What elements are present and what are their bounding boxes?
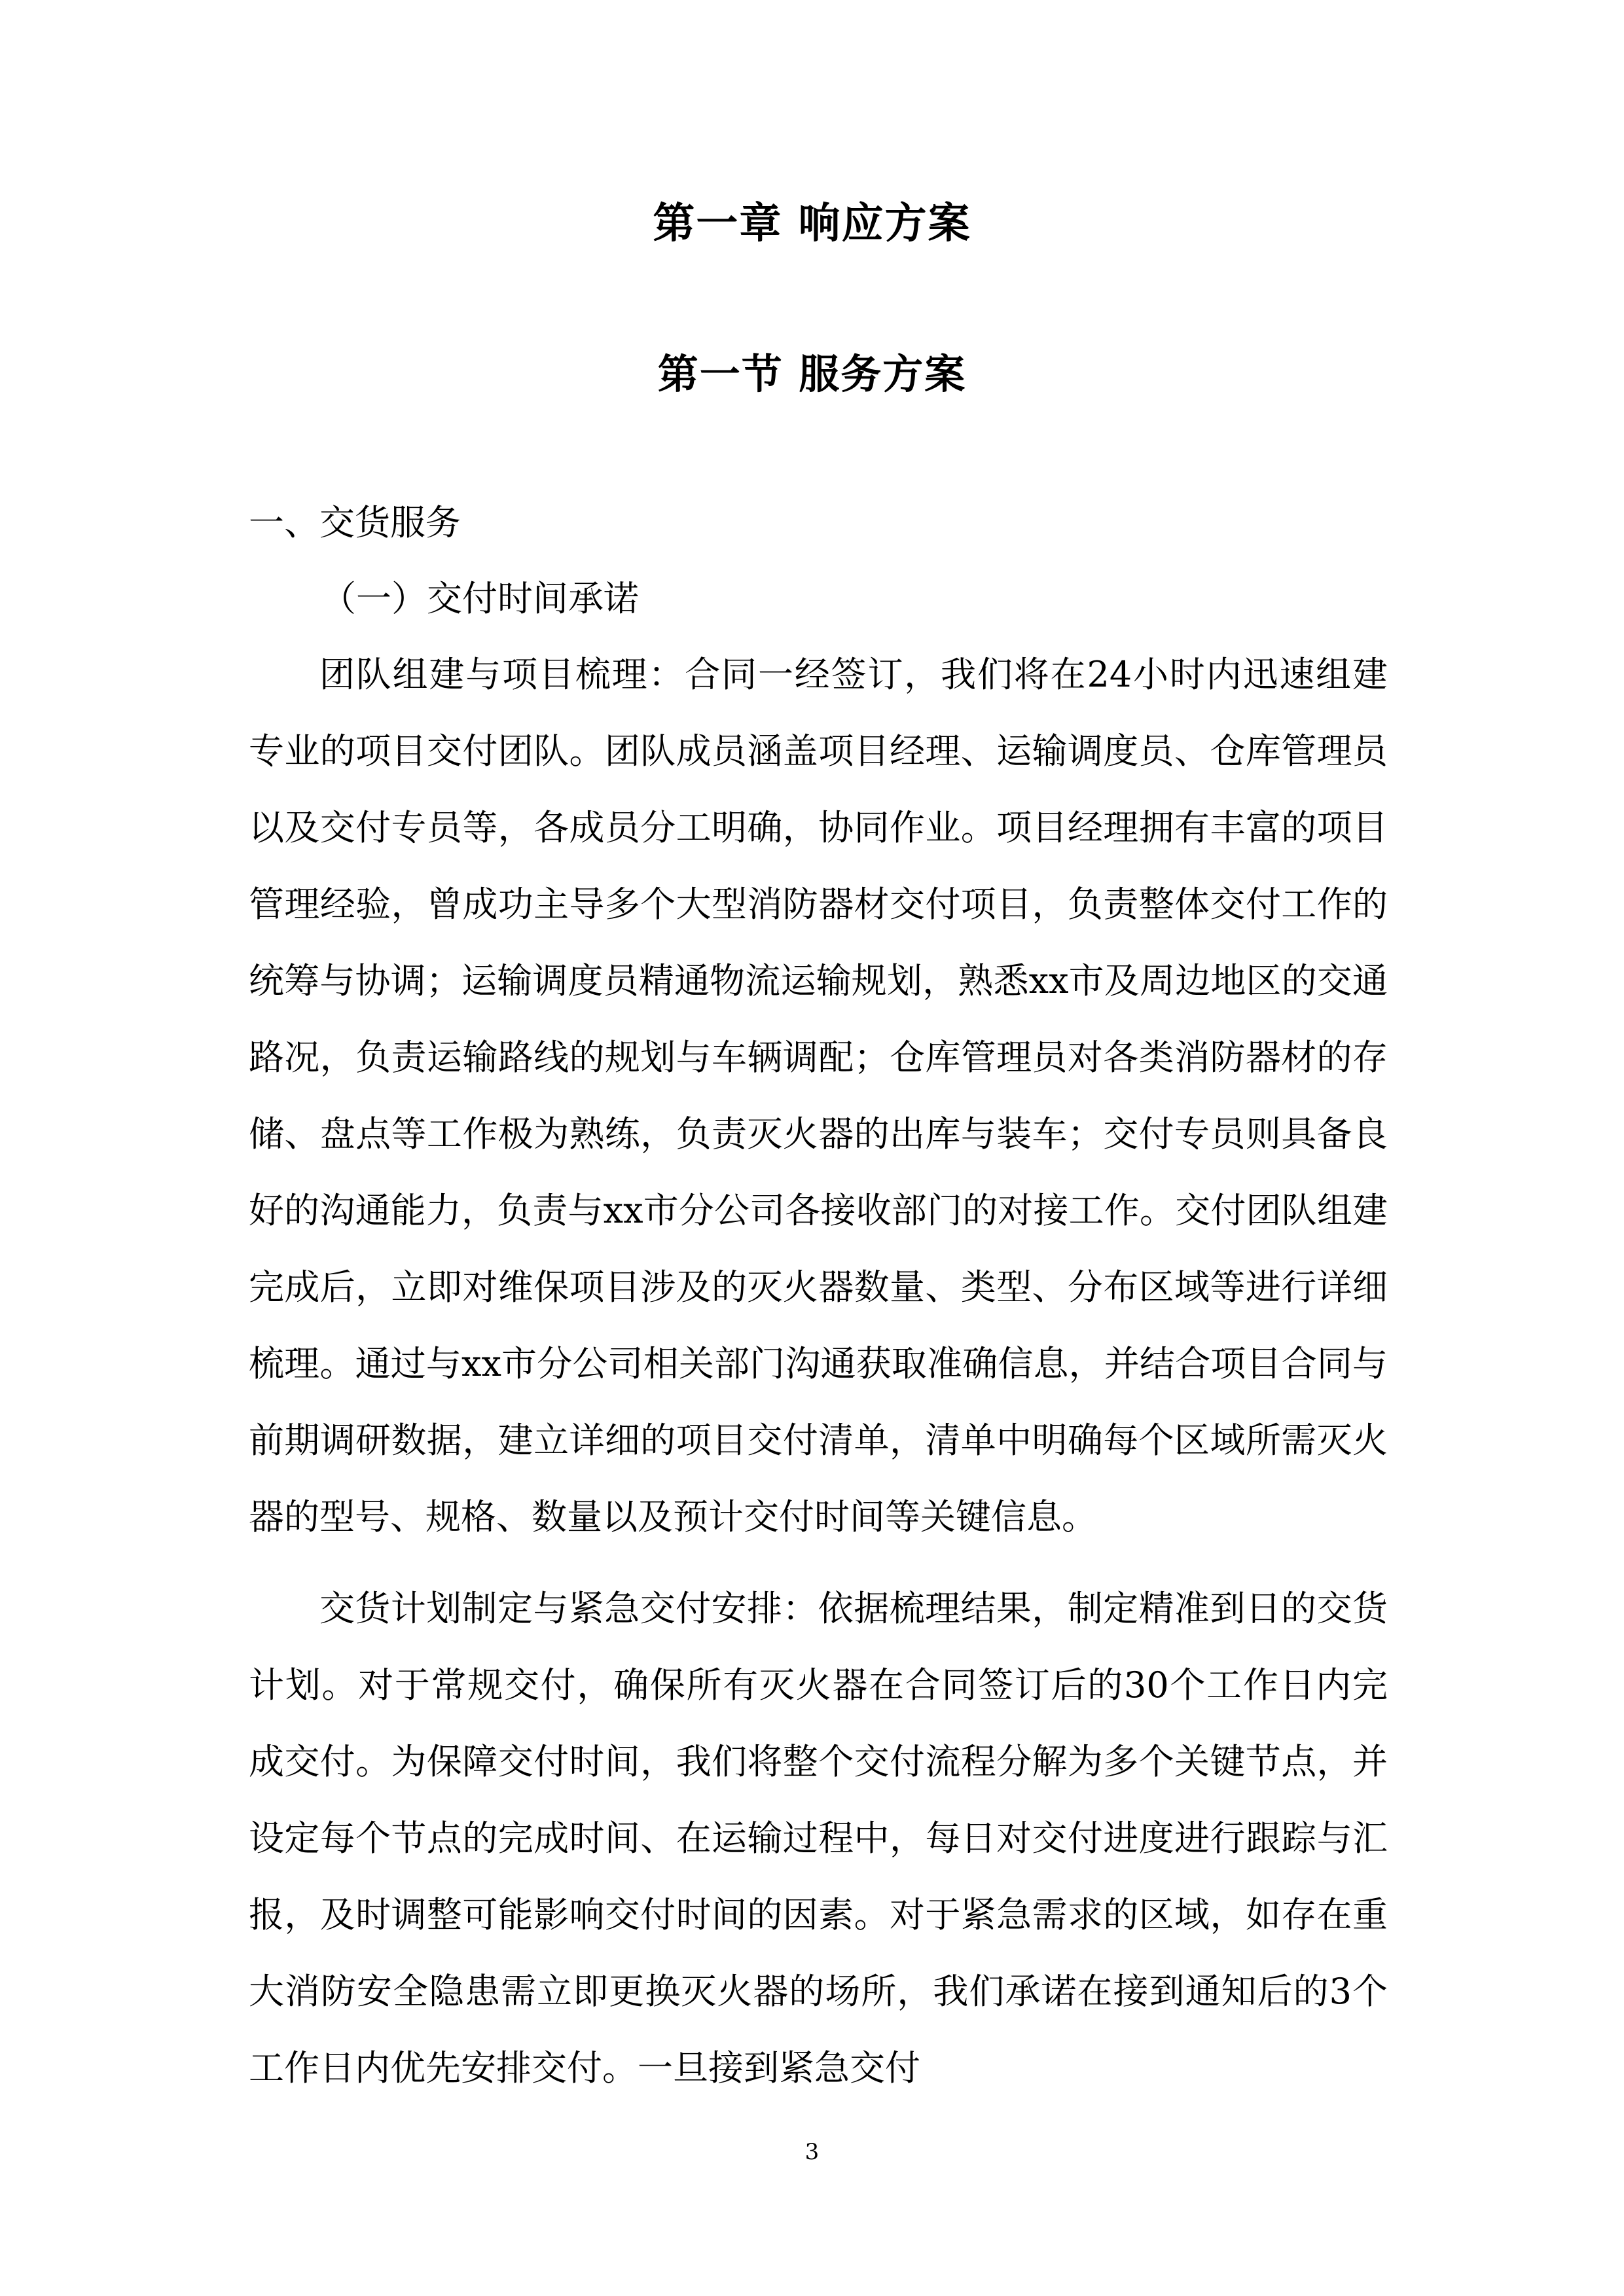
heading-level1: 一、交货服务 — [249, 502, 461, 543]
section-title: 第一节 服务方案 — [657, 350, 967, 398]
page-number: 3 — [804, 2139, 820, 2165]
paragraph-delivery-plan: 交货计划制定与紧急交付安排：依据梳理结果，制定精准到日的交货计划。对于常规交付，确保所有灭火器在合同签订后的30个工作日内完成交付。为保障交付时间，我们将整个交付流程分解为多个关键节点，并设定每个节点的完成时间、在运输过程中，每日对交付进度进行跟踪与汇报，及时调整可能影响交付时间的因素。对于紧急需求的区域，如存在重大消防安全隐患需立即更换灭火器的场所，我们承诺在接到通知后的3个工作日内优先安排交付。一旦接到紧急交付 — [249, 1588, 1388, 2089]
paragraph-team-formation: 团队组建与项目梳理：合同一经签订，我们将在24小时内迅速组建专业的项目交付团队。团队成员涵盖项目经理、运输调度员、仓库管理员以及交付专员等，各成员分工明确，协同作业。项目经理拥有丰富的项目管理经验，曾成功主导多个大型消防器材交付项目，负责整体交付工作的统筹与协调；运输调度员精通物流运输规划，熟悉xx市及周边地区的交通路况，负责运输路线的规划与车辆调配；仓库管理员对各类消防器材的存储、盘点等工作极为熟练，负责灭火器的出库与装车；交付专员则具备良好的沟通能力，负责与xx市分公司各接收部门的对接工作。交付团队组建完成后，立即对维保项目涉及的灭火器数量、类型、分布区域等进行详细梳理。通过与xx市分公司相关部门沟通获取准确信息，并结合项目合同与前期调研数据，建立详细的项目交付清单，清单中明确每个区域所需灭火器的型号、规格、数量以及预计交付时间等关键信息。 — [249, 654, 1388, 1537]
heading-level2: （一）交付时间承诺 — [321, 578, 639, 619]
chapter-title: 第一章 响应方案 — [653, 199, 971, 248]
